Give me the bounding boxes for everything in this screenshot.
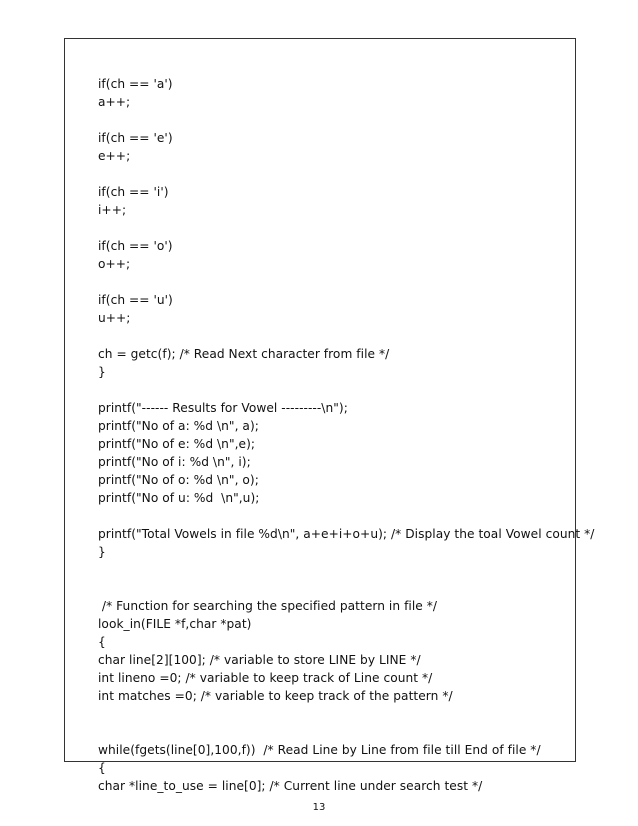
code-line <box>98 723 568 741</box>
code-line: int lineno =0; /* variable to keep track of Line count */ <box>98 671 433 685</box>
code-line: printf("No of a: %d \n", a); <box>98 419 259 433</box>
code-line <box>98 579 568 597</box>
code-line: look_in(FILE *f,char *pat) <box>98 617 252 631</box>
code-line: char line[2][100]; /* variable to store LINE by LINE */ <box>98 653 421 667</box>
code-line: while(fgets(line[0],100,f)) /* Read Line by Line from file till End of file */ <box>98 743 541 757</box>
code-line <box>98 165 568 183</box>
code-line <box>98 381 568 399</box>
code-line <box>98 111 568 129</box>
code-line: int matches =0; /* variable to keep track of the pattern */ <box>98 689 453 703</box>
code-line: char *line_to_use = line[0]; /* Current line under search test */ <box>98 779 483 793</box>
code-line: printf("No of e: %d \n",e); <box>98 437 256 451</box>
code-listing <box>98 75 595 795</box>
code-line: if(ch == 'e') <box>98 131 173 145</box>
code-line: if(ch == 'o') <box>98 239 173 253</box>
code-line: u++; <box>98 311 131 325</box>
code-line: /* Function for searching the specified pattern in file */ <box>98 599 438 613</box>
code-line <box>98 273 568 291</box>
code-line: printf("No of o: %d \n", o); <box>98 473 259 487</box>
code-line: ch = getc(f); /* Read Next character from file */ <box>98 347 390 361</box>
code-line <box>98 561 568 579</box>
code-line: i++; <box>98 203 127 217</box>
code-line: a++; <box>98 95 131 109</box>
code-line <box>98 705 568 723</box>
code-line <box>98 507 568 525</box>
code-line: { <box>98 761 106 775</box>
code-line: if(ch == 'i') <box>98 185 169 199</box>
code-line: o++; <box>98 257 131 271</box>
code-line: printf("No of i: %d \n", i); <box>98 455 251 469</box>
code-line: } <box>98 365 106 379</box>
code-line: printf("------ Results for Vowel ---------\n"); <box>98 401 348 415</box>
code-line <box>98 327 568 345</box>
code-line: printf("Total Vowels in file %d\n", a+e+i+o+u); /* Display the toal Vowel count */ <box>98 527 595 541</box>
code-line: } <box>98 545 106 559</box>
code-line: printf("No of u: %d \n",u); <box>98 491 260 505</box>
code-line <box>98 219 568 237</box>
page-number: 13 <box>312 802 326 813</box>
code-line: if(ch == 'u') <box>98 293 173 307</box>
code-line: { <box>98 635 106 649</box>
code-line: e++; <box>98 149 131 163</box>
code-line: if(ch == 'a') <box>98 77 173 91</box>
